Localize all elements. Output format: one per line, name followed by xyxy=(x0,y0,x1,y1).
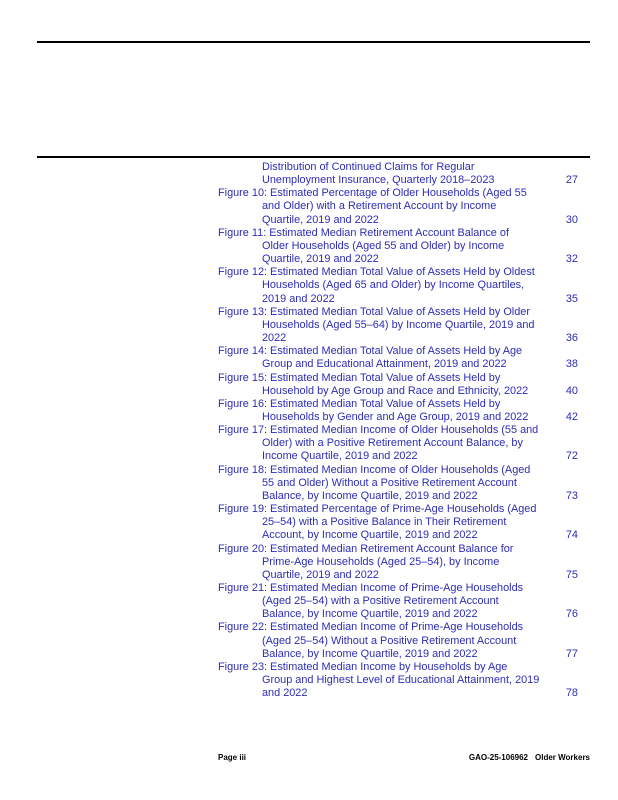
toc-line xyxy=(218,529,578,542)
toc-entry-text[interactable]: Figure 19: Estimated Percentage of Prime-Age Households (Aged xyxy=(218,503,537,516)
toc-entry-text[interactable]: Older Households (Aged 55 and Older) by Income xyxy=(262,239,505,252)
toc-line xyxy=(218,240,578,253)
toc-line xyxy=(218,556,578,569)
footer-report-id: GAO-25-106962 xyxy=(468,753,529,762)
toc-line xyxy=(218,661,578,674)
toc-page-number[interactable]: 32 xyxy=(565,253,578,266)
toc-line xyxy=(218,227,578,240)
toc-line xyxy=(218,569,578,582)
toc-page-number[interactable]: 78 xyxy=(565,687,578,700)
toc-entry-text[interactable]: 55 and Older) Without a Positive Retirement Account xyxy=(262,476,517,489)
toc-entry-text[interactable]: Figure 11: Estimated Median Retirement Account Balance of xyxy=(218,226,509,239)
toc-entry-text[interactable]: Balance, by Income Quartile, 2019 and 2022 xyxy=(262,647,478,660)
toc-line xyxy=(218,398,578,411)
toc-entry-text[interactable]: Figure 15: Estimated Median Total Value of Assets Held by xyxy=(218,371,501,384)
toc-entry-text[interactable]: Figure 12: Estimated Median Total Value of Assets Held by Oldest xyxy=(218,266,535,279)
toc-line xyxy=(218,174,578,187)
toc-entry-text[interactable]: Quartile, 2019 and 2022 xyxy=(262,213,379,226)
toc-figure-list xyxy=(218,161,578,700)
toc-line xyxy=(218,595,578,608)
toc-entry-text[interactable]: Figure 22: Estimated Median Income of Prime-Age Households xyxy=(218,621,524,634)
toc-page-number[interactable]: 73 xyxy=(565,489,578,502)
toc-entry-text[interactable]: Households (Aged 65 and Older) by Income Quartiles, xyxy=(262,279,525,292)
toc-entry-text[interactable]: (Aged 25–54) with a Positive Retirement Account xyxy=(262,595,499,608)
toc-entry-text[interactable]: Group and Educational Attainment, 2019 and 2022 xyxy=(262,358,507,371)
toc-entry-text[interactable]: 2019 and 2022 xyxy=(262,292,335,305)
toc-entry-text[interactable]: Figure 20: Estimated Median Retirement Account Balance for xyxy=(218,542,514,555)
toc-line xyxy=(218,490,578,503)
toc-entry-text[interactable]: Balance, by Income Quartile, 2019 and 2022 xyxy=(262,608,478,621)
toc-page-number[interactable]: 30 xyxy=(565,213,578,226)
footer-report-title: Older Workers xyxy=(535,753,590,762)
toc-entry-text[interactable]: Figure 10: Estimated Percentage of Older Households (Aged 55 xyxy=(218,187,527,200)
toc-page-number[interactable]: 35 xyxy=(565,292,578,305)
toc-line xyxy=(218,674,578,687)
toc-line xyxy=(218,253,578,266)
toc-entry-text[interactable]: Older) with a Positive Retirement Account Balance, by xyxy=(262,437,523,450)
toc-line xyxy=(218,424,578,437)
toc-line xyxy=(218,279,578,292)
toc-line xyxy=(218,411,578,424)
toc-page-number[interactable]: 36 xyxy=(565,332,578,345)
toc-page-number[interactable]: 72 xyxy=(565,450,578,463)
toc-line xyxy=(218,306,578,319)
toc-line xyxy=(218,293,578,306)
toc-entry-text[interactable]: Figure 23: Estimated Median Income by Households by Age xyxy=(218,660,508,673)
toc-entry-text[interactable]: Income Quartile, 2019 and 2022 xyxy=(262,450,418,463)
toc-page-number[interactable]: 27 xyxy=(565,174,578,187)
toc-line xyxy=(218,266,578,279)
toc-entry-text[interactable]: Prime-Age Households (Aged 25–54), by Income xyxy=(262,555,500,568)
toc-line xyxy=(218,372,578,385)
toc-line xyxy=(218,332,578,345)
toc-line xyxy=(218,319,578,332)
toc-entry-text[interactable]: Unemployment Insurance, Quarterly 2018–2023 xyxy=(262,174,495,187)
toc-entry-text[interactable]: Balance, by Income Quartile, 2019 and 2022 xyxy=(262,489,478,502)
toc-line xyxy=(218,621,578,634)
toc-entry-text[interactable]: Household by Age Group and Race and Ethnicity, 2022 xyxy=(262,384,529,397)
toc-page-number[interactable]: 40 xyxy=(565,384,578,397)
toc-line xyxy=(218,477,578,490)
toc-entry-text[interactable]: Households by Gender and Age Group, 2019 and 2022 xyxy=(262,410,529,423)
toc-entry-text[interactable]: Quartile, 2019 and 2022 xyxy=(262,253,379,266)
toc-line xyxy=(218,200,578,213)
toc-line xyxy=(218,437,578,450)
toc-line xyxy=(218,516,578,529)
toc-page-number[interactable]: 42 xyxy=(565,410,578,423)
toc-entry-text[interactable]: 25–54) with a Positive Balance in Their Retirement xyxy=(262,516,507,529)
toc-line xyxy=(218,648,578,661)
toc-page-number[interactable]: 76 xyxy=(565,608,578,621)
toc-entry-text[interactable]: and 2022 xyxy=(262,687,308,700)
toc-line xyxy=(218,543,578,556)
toc-entry-text[interactable]: 2022 xyxy=(262,332,287,345)
toc-line xyxy=(218,345,578,358)
toc-entry-text[interactable]: Figure 21: Estimated Median Income of Prime-Age Households xyxy=(218,582,524,594)
toc-entry-text[interactable]: Group and Highest Level of Educational Attainment, 2019 xyxy=(262,674,540,687)
toc-line xyxy=(218,503,578,516)
toc-entry-text[interactable]: Distribution of Continued Claims for Regular xyxy=(262,161,475,173)
toc-entry-text[interactable]: (Aged 25–54) Without a Positive Retirement Account xyxy=(262,634,517,647)
toc-line xyxy=(218,687,578,700)
toc-line xyxy=(218,187,578,200)
toc-line xyxy=(218,635,578,648)
footer-report-label xyxy=(469,753,590,762)
toc-page-number[interactable]: 38 xyxy=(565,358,578,371)
toc-page-number[interactable]: 77 xyxy=(565,647,578,660)
toc-line xyxy=(218,464,578,477)
toc-line xyxy=(218,161,578,174)
toc-line xyxy=(218,358,578,371)
footer-page-number: Page iii xyxy=(218,753,247,762)
toc-line xyxy=(218,608,578,621)
toc-entry-text[interactable]: Figure 16: Estimated Median Total Value of Assets Held by xyxy=(218,397,501,410)
toc-entry-text[interactable]: Figure 17: Estimated Median Income of Older Households (55 and xyxy=(218,424,539,437)
toc-entry-text[interactable]: Figure 14: Estimated Median Total Value of Assets Held by Age xyxy=(218,345,523,358)
section-rule xyxy=(37,156,590,158)
toc-entry-text[interactable]: Account, by Income Quartile, 2019 and 2022 xyxy=(262,529,478,542)
toc-entry-text[interactable]: Figure 18: Estimated Median Income of Older Households (Aged xyxy=(218,463,531,476)
toc-line xyxy=(218,385,578,398)
toc-page-number[interactable]: 75 xyxy=(565,568,578,581)
toc-page-number[interactable]: 74 xyxy=(565,529,578,542)
toc-entry-text[interactable]: Households (Aged 55–64) by Income Quartile, 2019 and xyxy=(262,318,535,331)
toc-line xyxy=(218,582,578,595)
toc-line xyxy=(218,214,578,227)
toc-entry-text[interactable]: Quartile, 2019 and 2022 xyxy=(262,568,379,581)
toc-entry-text[interactable]: Figure 13: Estimated Median Total Value of Assets Held by Older xyxy=(218,305,530,318)
toc-line xyxy=(218,450,578,463)
toc-entry-text[interactable]: and Older) with a Retirement Account by Income xyxy=(262,200,497,213)
header-rule xyxy=(37,41,590,43)
